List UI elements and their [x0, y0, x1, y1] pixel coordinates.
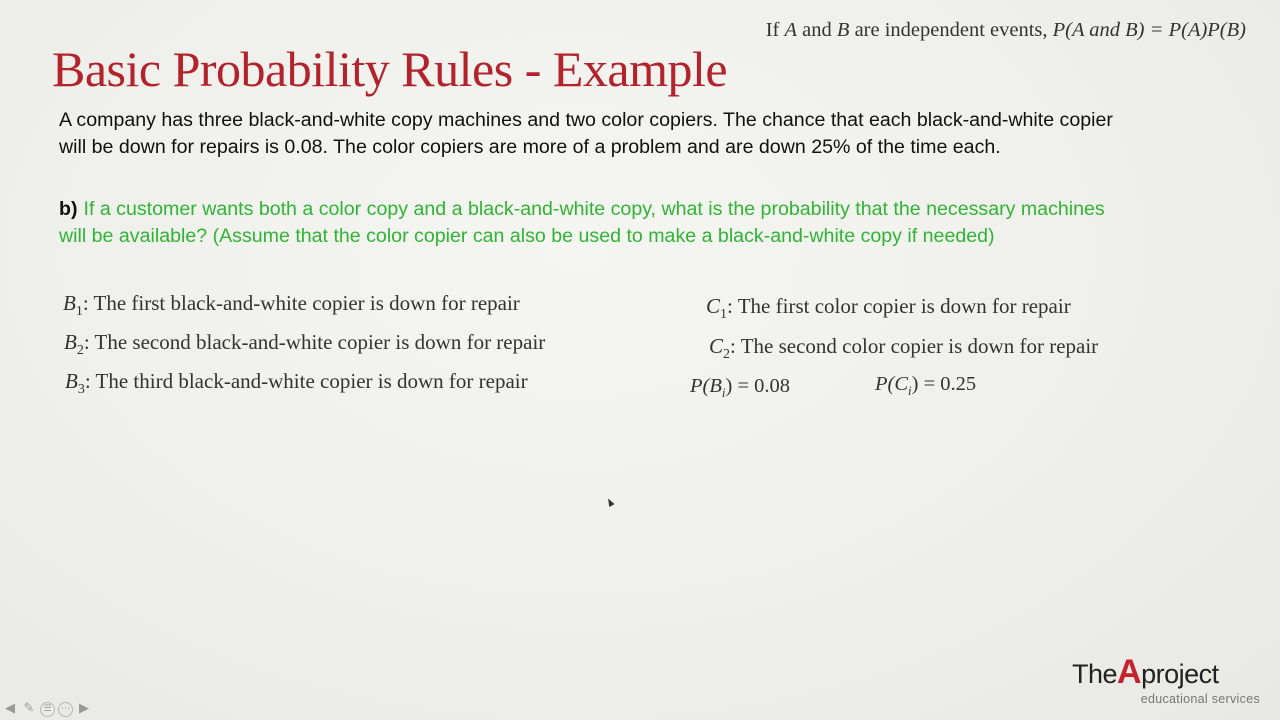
rule-and: and: [797, 19, 837, 41]
event-b2: [64, 330, 545, 359]
rule-middle: are independent events,: [849, 19, 1053, 41]
rule-b: B: [836, 19, 850, 41]
event-text: : The first black-and-white copier is down for repair: [82, 291, 520, 315]
event-subscript: 1: [720, 307, 728, 323]
event-subscript: 1: [75, 304, 83, 320]
mouse-cursor-icon: [605, 497, 614, 507]
aproject-logo: [1072, 650, 1262, 706]
logo-wordmark: [1072, 653, 1219, 692]
event-symbol: B: [64, 330, 77, 354]
prob-b: [690, 375, 790, 401]
prev-slide-icon[interactable]: ◀: [5, 701, 15, 716]
logo-subtitle: educational services: [1140, 692, 1260, 706]
independence-rule: [766, 19, 1246, 42]
more-options-icon[interactable]: ⋯: [58, 702, 73, 717]
event-symbol: B: [65, 369, 78, 393]
question-text: If a customer wants both a color copy and a black-and-white copy, what is the probability that the necessary machines will be available? (Assume that the color copier can also be used to make a black-and-white copy if needed): [59, 198, 1105, 247]
rule-formula: P(A and B) = P(A)P(B): [1052, 19, 1246, 41]
slide-title: Basic Probability Rules - Example: [52, 41, 728, 97]
logo-aplus: A: [1117, 653, 1142, 691]
prob-subscript: i: [908, 383, 912, 399]
rule-a: A: [784, 19, 798, 41]
prob-lhs: P(C: [875, 373, 909, 395]
pen-tool-icon[interactable]: ✎: [23, 701, 35, 716]
event-symbol: B: [63, 291, 76, 315]
event-text: : The third black-and-white copier is down for repair: [84, 369, 528, 393]
question-label: b): [59, 198, 78, 220]
logo-the: The: [1072, 659, 1118, 689]
event-text: : The second black-and-white copier is down for repair: [83, 330, 546, 354]
prob-subscript: i: [721, 385, 726, 401]
event-symbol: C: [706, 294, 721, 318]
event-symbol: C: [709, 334, 724, 358]
event-text: : The second color copier is down for repair: [730, 334, 1099, 358]
event-c2: [709, 334, 1098, 363]
event-b3: [65, 369, 528, 398]
slide-nav-controls: [2, 701, 92, 717]
event-subscript: 2: [76, 343, 84, 359]
prob-lhs: P(B: [690, 375, 722, 397]
prob-c: [875, 373, 976, 399]
prob-rhs: ) = 0.08: [725, 375, 791, 397]
prob-rhs: ) = 0.25: [911, 373, 977, 395]
rule-prefix: If: [765, 19, 785, 41]
event-subscript: 3: [77, 382, 85, 398]
event-b1: [63, 291, 520, 320]
slide-menu-icon[interactable]: ☰: [40, 702, 55, 717]
event-subscript: 2: [723, 347, 731, 363]
event-c1: [706, 294, 1071, 323]
logo-project: project: [1141, 659, 1219, 689]
next-slide-icon[interactable]: ▶: [79, 701, 89, 716]
problem-statement: A company has three black-and-white copy machines and two color copiers. The chance that each black-and-white copier will be down for repairs is 0.08. The color copiers are more of a problem and are down 25% of the time each.: [59, 109, 1113, 158]
question-b: [59, 196, 1129, 249]
event-text: : The first color copier is down for repair: [727, 294, 1071, 318]
